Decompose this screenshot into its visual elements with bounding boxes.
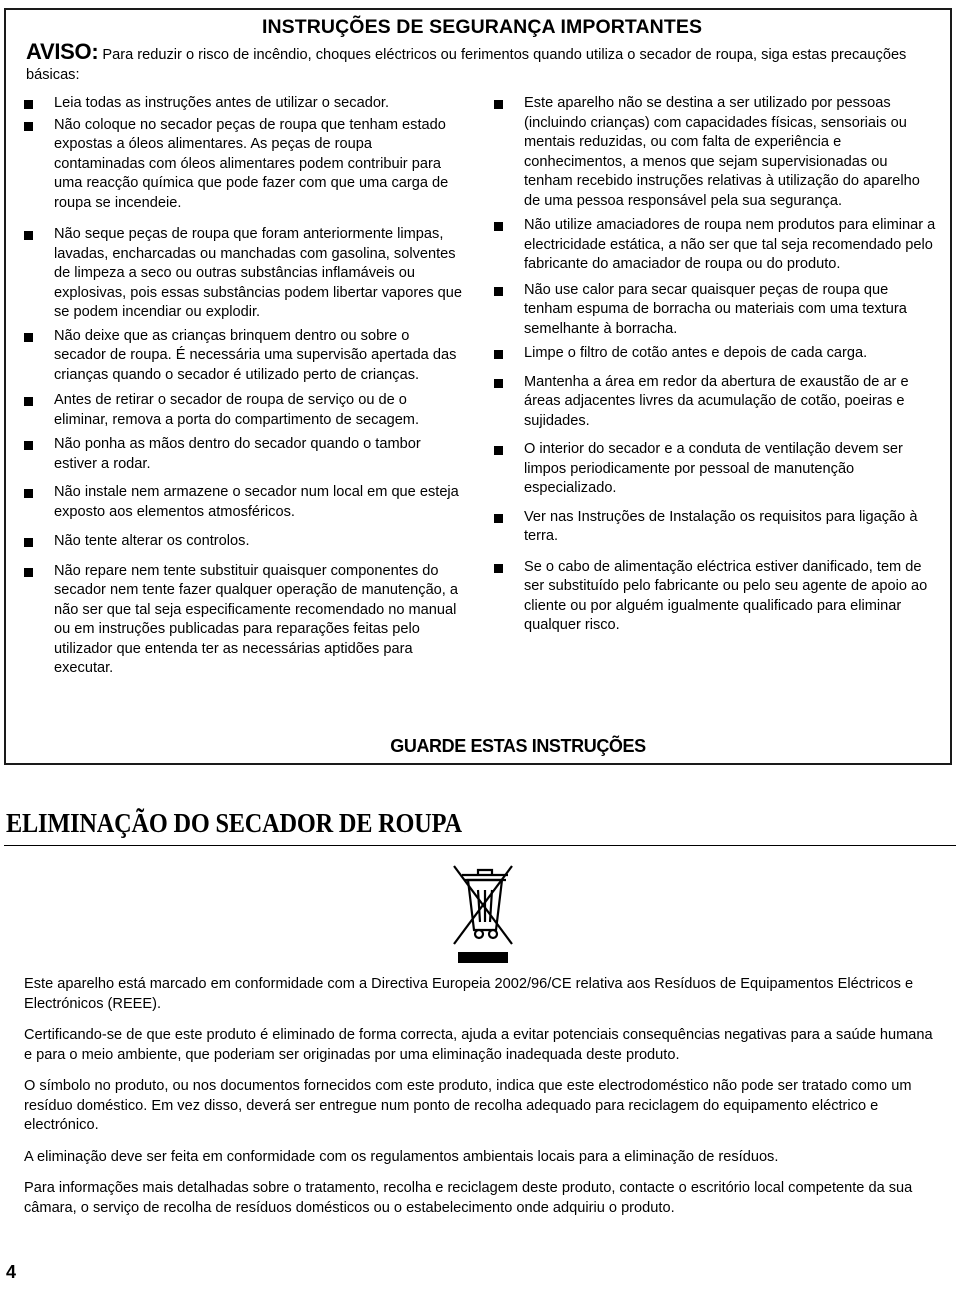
square-bullet-icon	[24, 568, 33, 577]
list-item	[24, 94, 464, 114]
square-bullet-icon	[24, 231, 33, 240]
disposal-paragraph: Este aparelho está marcado em conformidade com a Directiva Europeia 2002/96/CE relativa aos Resíduos de Equipamentos Eléctricos e Electrónicos (REEE).	[24, 976, 914, 1012]
list-item-text: Se o cabo de alimentação eléctrica estiver danificado, tem de ser substituído pelo fabricante ou pelo seu agente de apoio ao cliente ou por alguém igualmente qualificado para eliminar qualquer risco.	[524, 558, 928, 633]
safety-list-left	[24, 94, 464, 679]
square-bullet-icon	[494, 222, 503, 231]
disposal-paragraph: A eliminação deve ser feita em conformidade com os regulamentos ambientais locais para a eliminação de resíduos.	[24, 1148, 779, 1165]
square-bullet-icon	[24, 397, 33, 406]
disposal-title: ELIMINAÇÃO DO SECADOR DE ROUPA	[6, 808, 462, 838]
square-bullet-icon	[494, 350, 503, 359]
list-item	[24, 483, 464, 522]
list-item-text: Não utilize amaciadores de roupa nem produtos para eliminar a electricidade estática, a não ser que tal seja recomendado pelo fabricante do amaciador de roupa ou do produto.	[524, 217, 936, 272]
square-bullet-icon	[494, 379, 503, 388]
square-bullet-icon	[24, 100, 33, 109]
safety-list-right	[494, 94, 939, 636]
list-item-text: Não instale nem armazene o secador num local em que esteja exposto aos elementos atmosféricos.	[54, 484, 459, 520]
list-item	[494, 558, 939, 636]
section-divider	[4, 845, 956, 846]
list-item	[24, 435, 464, 474]
warning-paragraph	[26, 39, 932, 85]
page-number: 4	[6, 1262, 17, 1282]
list-item	[494, 281, 939, 340]
list-item-text: Não deixe que as crianças brinquem dentro ou sobre o secador de roupa. É necessária uma supervisão apertada das crianças quando o secador é utilizado perto de crianças.	[54, 327, 457, 383]
square-bullet-icon	[24, 489, 33, 498]
square-bullet-icon	[494, 564, 503, 573]
list-item-text: O interior do secador e a conduta de ventilação devem ser limpos periodicamente por pessoal de manutenção especializado.	[524, 441, 903, 496]
list-item	[24, 225, 464, 323]
list-item-text: Ver nas Instruções de Instalação os requisitos para ligação à terra.	[524, 508, 918, 544]
list-item	[494, 508, 939, 547]
square-bullet-icon	[24, 333, 33, 342]
list-item	[24, 327, 464, 386]
list-item-text: Mantenha a área em redor da abertura de exaustão de ar e áreas adjacentes livres da acumulação de cotão, poeiras e sujidades.	[524, 373, 909, 429]
list-item-text: Antes de retirar o secador de roupa de serviço ou de o eliminar, remova a porta do compartimento de secagem.	[54, 392, 420, 428]
list-item	[494, 94, 939, 211]
disposal-text	[24, 975, 934, 1230]
square-bullet-icon	[494, 287, 503, 296]
disposal-paragraph: Para informações mais detalhadas sobre o tratamento, recolha e reciclagem deste produto, contacte o escritório local competente da sua câmara, o serviço de recolha de resíduos domésticos ou o estabelecimento onde adquiriu o produto.	[24, 1180, 913, 1216]
safety-title: INSTRUÇÕES DE SEGURANÇA IMPORTANTES	[261, 16, 703, 38]
square-bullet-icon	[24, 441, 33, 450]
weee-crossed-bin-icon	[448, 858, 518, 968]
list-item	[494, 344, 939, 364]
list-item	[24, 391, 464, 430]
list-item-text: Não coloque no secador peças de roupa que tenham estado expostas a óleos alimentares. As peças de roupa contaminadas com óleos alimentares podem contribuir para uma reacção química que pode fazer com que uma carga de roupa se incendeie.	[54, 116, 449, 211]
list-item	[24, 562, 464, 679]
square-bullet-icon	[24, 538, 33, 547]
list-item	[494, 440, 939, 499]
list-item-text: Leia todas as instruções antes de utilizar o secador.	[54, 95, 390, 111]
list-item	[494, 216, 939, 275]
list-item	[494, 373, 939, 432]
disposal-paragraph: O símbolo no produto, ou nos documentos fornecidos com este produto, indica que este electrodoméstico não pode ser tratado como um resíduo doméstico. Em vez disso, deverá ser entregue num ponto de recolha adequado para reciclagem do equipamento eléctrico e electrónico.	[24, 1078, 912, 1133]
warning-text: Para reduzir o risco de incêndio, choques eléctricos ou ferimentos quando utiliza o secador de roupa, siga estas precauções básicas:	[26, 47, 907, 83]
square-bullet-icon	[24, 122, 33, 131]
disposal-paragraph: Certificando-se de que este produto é eliminado de forma correcta, ajuda a evitar potenciais consequências negativas para a saúde humana e para o meio ambiente, que poderiam ser originadas por uma eliminação inadequada deste produto.	[24, 1027, 933, 1063]
square-bullet-icon	[494, 100, 503, 109]
warning-label: AVISO:	[26, 39, 99, 64]
list-item-text: Este aparelho não se destina a ser utilizado por pessoas (incluindo crianças) com capacidades físicas, sensoriais ou mentais reduzidas, ou com falta de experiência e conhecimentos, a menos que sejam supervisionadas ou tenham recebido instruções relativas à utilização do aparelho de uma pessoa responsável pela sua segurança.	[524, 95, 920, 209]
square-bullet-icon	[494, 514, 503, 523]
list-item-text: Não seque peças de roupa que foram anteriormente limpas, lavadas, encharcadas ou manchadas com gasolina, solventes de limpeza a seco ou outras substâncias inflamáveis ou explosivas, pois essas substâncias podem libertar vapores que se podem incendiar ou explodir.	[54, 226, 463, 320]
list-item-text: Não use calor para secar quaisquer peças de roupa que tenham espuma de borracha ou materiais com uma textura semelhante à borracha.	[524, 281, 907, 337]
safety-instructions-box	[4, 8, 952, 765]
save-instructions-note: GUARDE ESTAS INSTRUÇÕES	[390, 736, 646, 756]
list-item-text: Não repare nem tente substituir quaisquer componentes do secador nem tente fazer qualquer operação de manutenção, a não ser que tal seja especificamente recomendado no manual ou em instruções publicadas para reparações feitas pelo utilizador que entenda ter as necessárias aptidões para executar.	[54, 562, 459, 676]
list-item	[24, 532, 464, 552]
square-bullet-icon	[494, 446, 503, 455]
list-item-text: Não tente alterar os controlos.	[54, 533, 250, 549]
list-item-text: Não ponha as mãos dentro do secador quando o tambor estiver a rodar.	[54, 436, 421, 472]
list-item-text: Limpe o filtro de cotão antes e depois de cada carga.	[524, 345, 868, 361]
list-item	[24, 116, 464, 214]
